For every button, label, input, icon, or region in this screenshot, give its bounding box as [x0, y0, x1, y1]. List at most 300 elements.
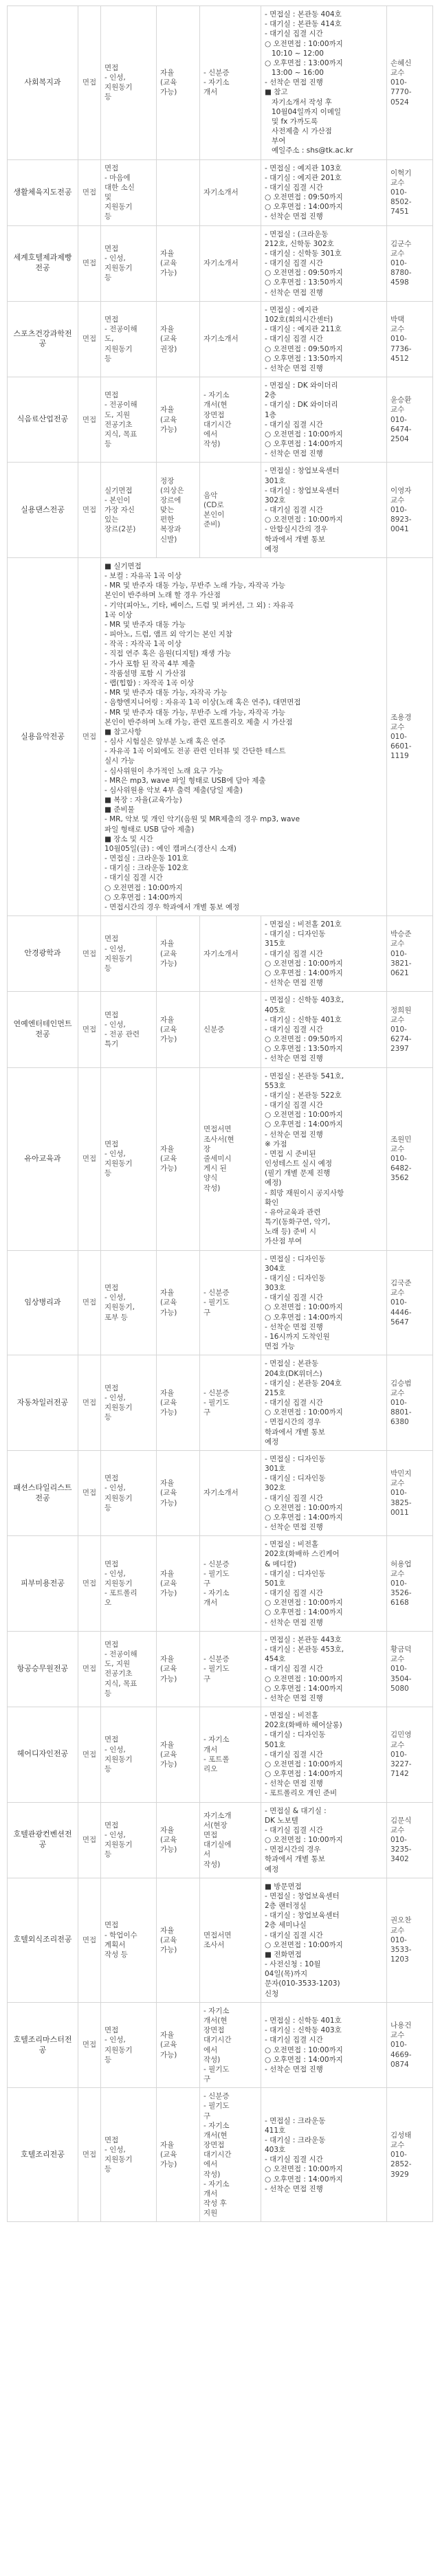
- interview-schedule: [261, 992, 387, 1067]
- required-items-line: 장면접: [204, 2141, 225, 2150]
- contact-professor-line: 허용업: [390, 1559, 412, 1568]
- contact-professor-line: 조용경: [390, 713, 412, 722]
- required-items-line: 게시 된: [204, 1164, 227, 1173]
- contact-professor-line: 김승범: [390, 1379, 412, 1388]
- contact-professor-line: 010-: [390, 2151, 407, 2159]
- contact-professor: [387, 1450, 433, 1535]
- interview-schedule-line: - 대기실 집결 시간: [265, 506, 323, 515]
- required-items-line: - 자기소: [204, 1589, 230, 1598]
- evaluation-content-line: - 인성,: [104, 2036, 126, 2045]
- interview-schedule-line: - 면접실 : 크라운동: [265, 2116, 326, 2125]
- dress-code: [157, 1802, 200, 1878]
- interview-schedule-line: ○ 오전면접 : 10:00까지: [265, 2045, 343, 2054]
- table-row: [8, 916, 433, 992]
- evaluation-content: [101, 159, 157, 225]
- required-items-line: - 신분증: [204, 1559, 230, 1568]
- required-items-line: 개서: [204, 88, 218, 97]
- interview-schedule-line: - 대기실 집결 시간: [265, 183, 323, 192]
- interview-schedule-line: ○ 오후면접 : 14:00까지: [265, 2175, 343, 2184]
- dress-code: [157, 1450, 200, 1535]
- interview-schedule-line: ○ 오전면접 : 10:00까지: [265, 1940, 343, 1949]
- required-items: [200, 6, 261, 160]
- contact-professor-line: 3227-: [390, 1759, 412, 1768]
- required-items: [200, 1878, 261, 2002]
- interview-schedule: [261, 463, 387, 558]
- interview-schedule-line: ○ 오후면접 : 13:50까지: [265, 1045, 343, 1054]
- required-items-line: 줄세미시: [204, 1154, 232, 1163]
- evaluation-content-line: 지식, 목표: [104, 430, 138, 438]
- contact-professor: [387, 1707, 433, 1803]
- evaluation-content-line: 도, 지원: [104, 410, 131, 419]
- interview-schedule-line: ○ 오후면접 : 13:00까지: [265, 58, 343, 67]
- interview-schedule-line: 학과에서 개별 통보: [265, 1428, 325, 1436]
- interview-schedule-line: - 대기실 집결 시간: [265, 1494, 323, 1502]
- interview-schedule-line: - 대기실 집결 시간: [265, 1293, 323, 1302]
- required-items-line: - 자기소: [204, 1735, 230, 1744]
- evaluation-content-line: - 전공이해: [104, 401, 138, 410]
- interview-schedule-line: - 면접 시 준비된: [265, 1149, 316, 1158]
- table-row: [8, 1631, 433, 1707]
- interview-schedule-line: - 대기실 집결 시간: [265, 1399, 323, 1408]
- evaluation-content-line: 면접: [104, 2026, 119, 2035]
- contact-professor-line: 교수: [390, 2141, 405, 2150]
- interview-schedule-line: - 면접실 : 디자인동: [265, 1454, 326, 1463]
- interview-schedule-line: - 대기실 집결 시간: [265, 2155, 323, 2164]
- interview-schedule-line: - 면접시간의 경우: [265, 1418, 321, 1427]
- contact-professor-line: 김국준: [390, 1279, 412, 1288]
- evaluation-content-line: 등: [104, 1169, 112, 1178]
- interview-details-line: ■ 실기면접: [104, 562, 142, 570]
- dress-code: [157, 2002, 200, 2087]
- evaluation-type: 면접: [78, 2088, 101, 2222]
- dress-code: [157, 1536, 200, 1632]
- dress-code-line: 복장과: [160, 525, 182, 534]
- interview-schedule-line: - 면접실 : 신학동 403호,: [265, 996, 344, 1005]
- interview-schedule-line: ○ 오전면접 : 10:00까지: [265, 1674, 343, 1683]
- evaluation-content-line: 전공기초: [104, 420, 133, 429]
- contact-professor-line: 교수: [390, 249, 405, 258]
- dress-code-line: 가능): [160, 1035, 177, 1044]
- contact-professor-line: 이영자: [390, 486, 412, 495]
- interview-schedule-line: - 사전신청 : 10월: [265, 1960, 321, 1969]
- interview-schedule-line: 212호, 신학동 302호: [265, 239, 334, 248]
- evaluation-type: 면접: [78, 159, 101, 225]
- table-row: [8, 2002, 433, 2087]
- contact-professor-line: 1119: [390, 752, 409, 761]
- interview-schedule-line: - 면접실 : 비전홀 201호: [265, 920, 342, 929]
- dress-code: [157, 225, 200, 301]
- evaluation-type: 면접: [78, 1536, 101, 1632]
- interview-schedule-line: ○ 오전면접 : 09:50까지: [265, 344, 343, 353]
- evaluation-content-line: 가장 자신: [104, 506, 135, 515]
- interview-schedule-line: - 대기실 집결 시간: [265, 1101, 323, 1110]
- interview-schedule-line: ○ 오전면접 : 10:00까지: [265, 1408, 343, 1417]
- required-items-line: 개서: [204, 1599, 218, 1608]
- required-items-line: 작성 후: [204, 2199, 227, 2208]
- evaluation-content-line: - 본인이: [104, 496, 131, 504]
- evaluation-content-line: 등: [104, 354, 112, 363]
- interview-schedule-line: - 면접실 : 본관동 404호: [265, 10, 342, 19]
- required-items-line: 구: [204, 1308, 211, 1317]
- interview-schedule-line: - 대기실 : DK 와이더리: [265, 401, 338, 410]
- required-items-line: 작성): [204, 1860, 221, 1869]
- interview-schedule: [261, 1355, 387, 1451]
- dress-code-line: (교육: [160, 259, 177, 268]
- table-row: [8, 2088, 433, 2222]
- contact-professor-line: 교수: [390, 1388, 405, 1397]
- required-items-line: 리오: [204, 1764, 218, 1773]
- interview-details-line: - 랩(힙합) : 자작곡 1곡 이상: [104, 679, 195, 687]
- required-items-line: 자기소개서: [204, 259, 239, 268]
- department-name: 식음료산업전공: [8, 377, 78, 463]
- table-row: [8, 1802, 433, 1878]
- contact-professor-line: 0874: [390, 2060, 409, 2069]
- interview-schedule-line: - 선착순 면접 진행: [265, 1618, 323, 1627]
- required-items-line: 면접서면: [204, 1125, 232, 1134]
- evaluation-type: 면접: [78, 2002, 101, 2087]
- required-items-line: - 포트폴: [204, 1755, 230, 1764]
- interview-details-line: - MR 및 반주자 대동 가능, 자작곡 가능: [104, 689, 228, 698]
- required-items: [200, 225, 261, 301]
- contact-professor-line: 교수: [390, 1144, 405, 1153]
- dress-code-line: 가능): [160, 1498, 177, 1507]
- interview-schedule-line: 301호: [265, 476, 286, 485]
- interview-details-line: 실시 가능: [104, 757, 135, 766]
- dress-code-line: (교육: [160, 2151, 177, 2159]
- dress-code-line: 자율: [160, 2141, 175, 2150]
- contact-professor: [387, 301, 433, 377]
- required-items-line: 작성): [204, 440, 221, 449]
- required-items: [200, 463, 261, 558]
- evaluation-type: 면접: [78, 225, 101, 301]
- department-name: 호텔외식조리전공: [8, 1878, 78, 2002]
- evaluation-content-line: 도,: [104, 335, 114, 344]
- interview-schedule-line: ○ 오전면접 : 09:50까지: [265, 1035, 343, 1044]
- admission-interview-table: [7, 5, 433, 2222]
- contact-professor-line: 교수: [390, 1015, 405, 1024]
- department-name: 헤어디자인전공: [8, 1707, 78, 1803]
- contact-professor: [387, 463, 433, 558]
- contact-professor-line: 박승준: [390, 930, 412, 939]
- contact-professor-line: 4446-: [390, 1308, 412, 1317]
- interview-schedule-line: - 면접실 & 대기실 :: [265, 1806, 327, 1815]
- dress-code-line: 자율: [160, 1655, 175, 1664]
- required-items-line: 자기소개서: [204, 949, 239, 958]
- evaluation-content-line: 면접: [104, 1640, 119, 1649]
- interview-schedule-line: - 대기실 집결 시간: [265, 2036, 323, 2045]
- table-row: [8, 1707, 433, 1803]
- required-items-line: 작성): [204, 2170, 221, 2179]
- dress-code-line: 자율: [160, 1479, 175, 1488]
- required-items: [200, 301, 261, 377]
- required-items-line: - 필기도: [204, 1569, 230, 1578]
- dress-code-line: 자율: [160, 249, 175, 258]
- evaluation-content-line: - 인성,: [104, 1393, 126, 1402]
- contact-professor: [387, 1067, 433, 1250]
- interview-schedule-line: 13:00 ~ 16:00: [272, 69, 324, 78]
- dress-code-line: 가능): [160, 1845, 177, 1854]
- required-items: [200, 1250, 261, 1355]
- contact-professor-line: 010-: [390, 2041, 407, 2050]
- interview-schedule-line: ○ 오전면접 : 10:00까지: [265, 2165, 343, 2174]
- contact-professor-line: 5647: [390, 1318, 409, 1326]
- required-items-line: 서(현장: [204, 1821, 228, 1830]
- department-name: 생활체육지도전공: [8, 159, 78, 225]
- required-items-line: (CD로: [204, 500, 224, 509]
- interview-schedule-line: ※ 가점: [265, 1140, 287, 1148]
- interview-schedule-line: 301호: [265, 1465, 286, 1474]
- interview-details-line: - MR은 mp3, wave 파일 형태로 USB에 담아 제출: [104, 776, 266, 785]
- interview-schedule: [261, 916, 387, 992]
- interview-schedule-line: 2층 랜터정실: [265, 1902, 307, 1911]
- interview-details-line: ○ 오전면접 : 10:00까지: [104, 883, 183, 892]
- department-name: 피부미용전공: [8, 1536, 78, 1632]
- evaluation-content-line: - 인성,: [104, 1745, 126, 1754]
- required-items-line: 조사서(현: [204, 1135, 234, 1144]
- interview-schedule-line: - 면접실 : 예지관 103호: [265, 164, 342, 173]
- interview-schedule-line: - 면접실 : 본관동 541호,: [265, 1072, 344, 1080]
- evaluation-content-line: 면접: [104, 1474, 119, 1483]
- evaluation-content-line: 지원동기: [104, 264, 133, 273]
- required-items-line: 구: [204, 1579, 211, 1588]
- department-name: 자동차일러전공: [8, 1355, 78, 1451]
- dress-code-line: 자율: [160, 325, 175, 334]
- interview-schedule-line: ○ 오후면접 : 14:00까지: [265, 1313, 343, 1322]
- contact-professor-line: 6274-: [390, 1035, 412, 1044]
- required-items-line: 면접: [204, 1830, 218, 1839]
- table-row: [8, 1450, 433, 1535]
- dress-code-line: 자율: [160, 2031, 175, 2040]
- dress-code: [157, 1707, 200, 1803]
- interview-schedule: [261, 1536, 387, 1632]
- dress-code-line: (교육: [160, 415, 177, 424]
- required-items-line: 장: [204, 1144, 211, 1153]
- evaluation-content-line: 지원동기: [104, 1159, 133, 1168]
- evaluation-content-line: 특기: [104, 1040, 119, 1049]
- dress-code-line: 가능): [160, 2160, 177, 2169]
- interview-schedule-line: - 선착순 면접 진행: [265, 979, 323, 988]
- contact-professor-line: 3504-: [390, 1674, 412, 1683]
- dress-code-line: 자율: [160, 69, 175, 78]
- contact-professor-line: 4512: [390, 354, 409, 363]
- contact-professor-line: 교수: [390, 406, 405, 414]
- contact-professor-line: 교수: [390, 1825, 405, 1834]
- evaluation-content-line: 실기면접: [104, 486, 133, 495]
- contact-professor-line: 이혁기: [390, 168, 412, 177]
- interview-schedule-line: ○ 오후면접 : 14:00까지: [265, 440, 343, 449]
- required-items-line: - 신분증: [204, 1289, 230, 1298]
- contact-professor-line: 010-: [390, 732, 407, 741]
- interview-schedule-line: 10:10 ~ 12:00: [272, 49, 324, 58]
- interview-schedule-line: - 면접실 : 비전홀: [265, 1540, 319, 1549]
- evaluation-content-line: - 마음에: [104, 173, 131, 182]
- evaluation-content-line: 등: [104, 1850, 112, 1859]
- dress-code-line: 가능): [160, 1308, 177, 1317]
- interview-details-line: - 피아노, 드럼, 앰프 외 악기는 본인 지참: [104, 630, 232, 639]
- contact-professor-line: 6601-: [390, 742, 412, 751]
- interview-details-line: - 직접 연주 혹은 음원(디지털) 재생 가능: [104, 649, 232, 658]
- department-name: 실용음악전공: [8, 557, 78, 915]
- evaluation-type: 면접: [78, 1250, 101, 1355]
- contact-professor-line: 박민지: [390, 1469, 412, 1478]
- interview-schedule-line: - 대기실 : 창업보육센터: [265, 1911, 340, 1920]
- interview-schedule-line: ○ 오전면접 : 10:00까지: [265, 39, 343, 48]
- interview-schedule-line: 가산점 부여: [265, 1237, 302, 1246]
- required-items-line: 자기소개서: [204, 1489, 239, 1498]
- interview-schedule-line: ○ 오후면접 : 14:00까지: [265, 2055, 343, 2064]
- interview-details-line: 1곡 이상: [104, 610, 133, 619]
- required-items-line: - 필기도: [204, 1298, 230, 1307]
- contact-professor-line: 7451: [390, 208, 409, 216]
- interview-schedule-line: 04일(목)까지: [265, 1970, 308, 1979]
- evaluation-content: [101, 2088, 157, 2222]
- dress-code-line: (교육: [160, 1399, 177, 1408]
- evaluation-type: 면접: [78, 1802, 101, 1878]
- interview-schedule-line: 304호: [265, 1264, 286, 1273]
- evaluation-content-line: 지원동기,: [104, 1303, 135, 1312]
- evaluation-content-line: 면접: [104, 1559, 119, 1568]
- contact-professor-line: 010-: [390, 259, 407, 268]
- contact-professor: [387, 2002, 433, 2087]
- contact-professor-line: 010-: [390, 1750, 407, 1759]
- interview-details-line: - 대기실 : 크라운동 102호: [104, 864, 188, 873]
- contact-professor-line: 7736-: [390, 344, 412, 353]
- contact-professor-line: 6482-: [390, 1164, 412, 1173]
- dress-code-line: 가능): [160, 1408, 177, 1417]
- interview-schedule-line: ○ 오후면접 : 13:50까지: [265, 354, 343, 363]
- interview-schedule-line: 553호: [265, 1081, 286, 1090]
- required-items-line: 준비): [204, 520, 221, 529]
- department-name: 패션스타일리스트전공: [8, 1450, 78, 1535]
- dress-code-line: 가능): [160, 1674, 177, 1683]
- required-items: [200, 2002, 261, 2087]
- dress-code: [157, 463, 200, 558]
- dress-code-line: (교육: [160, 2041, 177, 2050]
- interview-schedule-line: ■ 전화면접: [265, 1950, 302, 1959]
- contact-professor-line: 3929: [390, 2170, 409, 2179]
- dress-code: [157, 992, 200, 1067]
- contact-professor: [387, 1250, 433, 1355]
- evaluation-type: 면접: [78, 1067, 101, 1250]
- required-items-line: 면접서면: [204, 1931, 232, 1940]
- interview-schedule-line: - 대기실 집결 시간: [265, 259, 323, 268]
- interview-schedule-line: 예정): [265, 1179, 282, 1188]
- contact-professor-line: 교수: [390, 496, 405, 504]
- dress-code: [157, 1878, 200, 2002]
- contact-professor-line: 교수: [390, 1479, 405, 1488]
- interview-schedule-line: 및 fx 가까도록: [272, 117, 318, 126]
- dress-code-line: (교육: [160, 949, 177, 958]
- required-items: [200, 1355, 261, 1451]
- contact-professor-line: 3562: [390, 1174, 409, 1183]
- contact-professor-line: 010-: [390, 949, 407, 958]
- contact-professor: [387, 159, 433, 225]
- interview-details-line: - MR 및 반주자 대동 가능, 무반주 노래 가능, 자작곡 가능: [104, 581, 286, 590]
- interview-schedule-line: - 면접실 : DK 와이더리: [265, 381, 338, 390]
- dress-code: [157, 1631, 200, 1707]
- contact-professor-line: 조원민: [390, 1135, 412, 1144]
- evaluation-content: [101, 6, 157, 160]
- required-items-line: 에서: [204, 2045, 218, 2054]
- contact-professor-line: 010-: [390, 1154, 407, 1163]
- interview-details-line: ○ 오후면접 : 14:00까지: [104, 893, 183, 902]
- interview-schedule-line: 1층: [265, 410, 276, 419]
- contact-professor-line: 교수: [390, 940, 405, 948]
- table-row: [8, 1250, 433, 1355]
- evaluation-content-line: - 인성,: [104, 1293, 126, 1302]
- dress-code-line: (교육: [160, 1836, 177, 1845]
- interview-schedule-line: ○ 오전면접 : 10:00까지: [265, 1503, 343, 1512]
- interview-details-line: 10월05일(금) : 예인 캠퍼스(경산시 소재): [104, 844, 236, 853]
- evaluation-content-line: - 전공이해: [104, 325, 138, 334]
- interview-schedule-line: - 대기실 : 크라운동: [265, 2135, 326, 2144]
- interview-schedule-line: - 16시까지 도착인원: [265, 1333, 330, 1341]
- dress-code-line: 가능): [160, 2050, 177, 2059]
- contact-professor-line: 나용건: [390, 2021, 412, 2030]
- evaluation-content-line: 장르(2분): [104, 525, 136, 534]
- evaluation-content: [101, 992, 157, 1067]
- evaluation-content-line: 지원동기: [104, 1579, 133, 1588]
- required-items-line: - 신분증: [204, 69, 230, 78]
- required-items-line: 작성): [204, 2055, 221, 2064]
- contact-professor-line: 교수: [390, 2031, 405, 2040]
- required-items: [200, 159, 261, 225]
- interview-schedule-line: - 대기실 : 본관동 204호: [265, 1379, 342, 1388]
- interview-details-line: - 대기실 집결 시간: [104, 874, 163, 882]
- evaluation-content: [101, 1067, 157, 1250]
- interview-schedule-line: - 대기실 : 디자인동: [265, 1569, 326, 1578]
- table-row: [8, 6, 433, 160]
- dress-code: [157, 6, 200, 160]
- interview-details-line: - 가사 포함 된 작곡 4부 제출: [104, 659, 195, 668]
- interview-schedule-line: 확인: [265, 1198, 279, 1207]
- interview-details-line: 본인이 반주하며 노래 할 경우 가산점: [104, 591, 221, 600]
- contact-professor-line: 3402: [390, 1855, 409, 1864]
- interview-details-line: - 음향엔지니어링 : 자유곡 1곡 이상(노래 혹은 연주), 대면면접: [104, 698, 301, 707]
- contact-professor-line: 010-: [390, 1298, 407, 1307]
- interview-schedule-line: 501호: [265, 1579, 286, 1588]
- contact-professor: [387, 1355, 433, 1451]
- evaluation-content-line: - 인성,: [104, 254, 126, 263]
- interview-schedule: [261, 2088, 387, 2222]
- interview-schedule-line: ○ 오전면접 : 09:50까지: [265, 269, 343, 278]
- interview-details-line: - 작품설명 포함 시 가산점: [104, 669, 186, 678]
- dress-code-line: 권장): [160, 344, 177, 353]
- evaluation-content: [101, 463, 157, 558]
- evaluation-content-line: 면접: [104, 315, 119, 324]
- evaluation-content-line: 면접: [104, 391, 119, 400]
- contact-professor-line: 교수: [390, 1740, 405, 1749]
- interview-schedule-line: - 대기실 : 본관동 522호: [265, 1091, 342, 1100]
- interview-details-line: - MR 및 반주자 대동 가능: [104, 620, 186, 629]
- contact-professor: [387, 225, 433, 301]
- evaluation-content-line: 면접: [104, 1140, 119, 1148]
- contact-professor-line: 4598: [390, 278, 409, 287]
- interview-schedule: [261, 225, 387, 301]
- interview-schedule-line: - 선착순 면접 진행: [265, 2184, 323, 2193]
- interview-details-line: ■ 참고사항: [104, 727, 142, 736]
- dress-code-line: 가능): [160, 269, 177, 278]
- interview-schedule-line: ○ 오전면접 : 10:00까지: [265, 1111, 343, 1120]
- department-name: 임상병리과: [8, 1250, 78, 1355]
- dress-code-line: (교육: [160, 1935, 177, 1944]
- interview-schedule-line: 문자(010-3533-1203): [265, 1979, 340, 1988]
- interview-schedule-line: ○ 오전면접 : 10:00까지: [265, 515, 343, 524]
- evaluation-content-line: 면접: [104, 1010, 119, 1019]
- interview-schedule-line: - 선착순 면접 진행: [265, 2065, 323, 2074]
- required-items-line: 개서(현: [204, 2017, 228, 2025]
- evaluation-content-line: 지원동기: [104, 203, 133, 212]
